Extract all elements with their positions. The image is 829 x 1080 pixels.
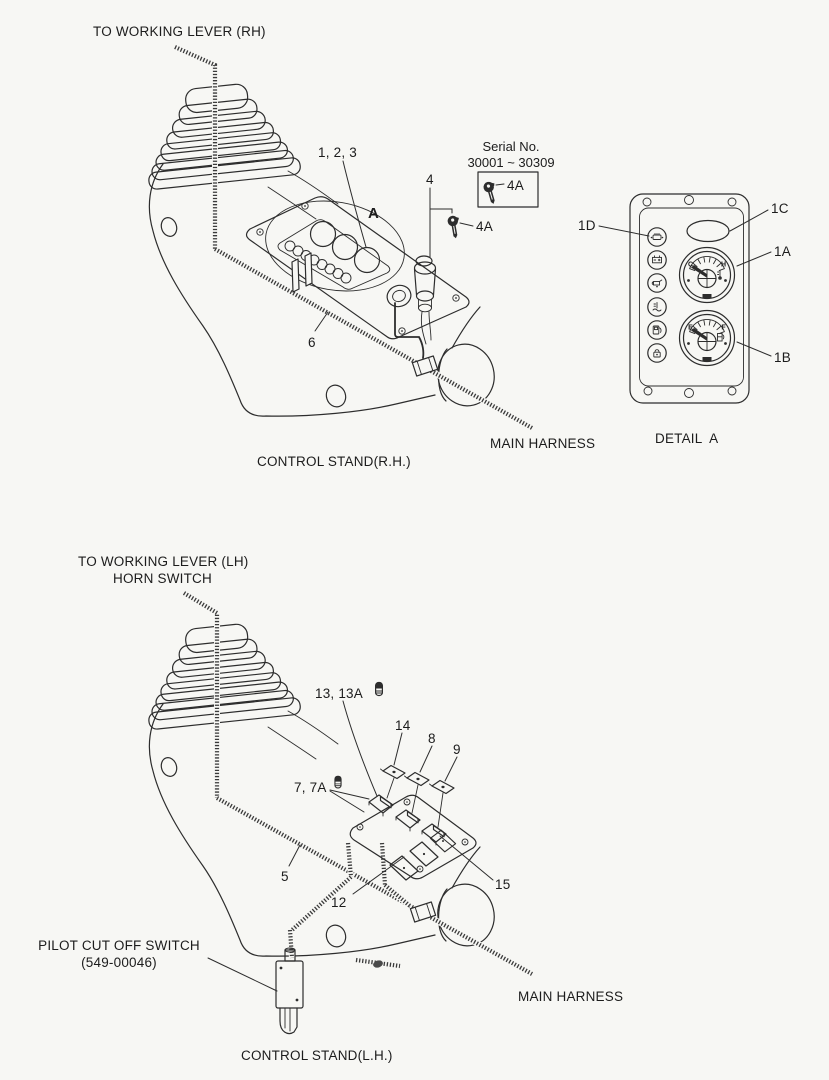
detail-a-caption: DETAIL A [655, 431, 719, 446]
gauge-top-left-char: C [687, 261, 694, 269]
fuel-level-icon [648, 321, 666, 339]
lh-callouts [38, 554, 623, 1063]
rh-caption: CONTROL STAND(R.H.) [257, 454, 411, 469]
panel-lamp-oval [687, 221, 729, 242]
cover-plate-14 [381, 766, 406, 779]
rh-lever-label: TO WORKING LEVER (RH) [93, 24, 266, 39]
rocker-switch-1 [369, 795, 393, 816]
lh-caption: CONTROL STAND(L.H.) [241, 1048, 393, 1063]
rh-control-stand [140, 79, 501, 417]
key-icon-loose [447, 215, 462, 239]
detail-marker-a: A [368, 205, 379, 222]
callout-12: 12 [331, 895, 347, 910]
callout-1b: 1B [774, 350, 791, 365]
serial-no-line2: 30001 ~ 30309 [467, 155, 555, 170]
serial-key-group [447, 139, 555, 239]
serial-no-line1: Serial No. [482, 139, 540, 154]
fuel-gauge [680, 311, 735, 366]
detail-a-section [578, 194, 791, 446]
callout-13-13a: 13, 13A [315, 686, 363, 701]
lh-harness [184, 593, 532, 974]
warning-lamp-column [648, 228, 666, 362]
switch-body-12b [410, 842, 438, 866]
callout-6: 6 [308, 335, 316, 350]
temp-gauge [680, 248, 735, 303]
callout-14: 14 [395, 718, 411, 733]
gauge-top-right-char: H [720, 261, 727, 269]
callout-9: 9 [453, 742, 461, 757]
callout-4a-boxed: 4A [507, 178, 524, 193]
rh-section [93, 24, 595, 469]
callout-1c: 1C [771, 201, 789, 216]
lh-main-harness-label: MAIN HARNESS [518, 989, 624, 1004]
switch-body-12a [390, 856, 418, 880]
pilot-switch-label-line2: (549-00046) [81, 955, 157, 970]
horn-button [384, 282, 413, 309]
engine-warning-icon [648, 228, 666, 246]
thermometer-icon [718, 271, 722, 280]
battery-charge-icon [648, 251, 666, 269]
callout-8: 8 [428, 731, 436, 746]
callout-15: 15 [495, 877, 511, 892]
cover-plate-8 [405, 773, 430, 786]
key-icon-boxed [482, 180, 500, 205]
fuel-pump-icon [718, 334, 724, 342]
bulb-7a [335, 776, 341, 788]
gauge-bottom-left-char: E [688, 324, 693, 332]
pilot-switch-label-line1: PILOT CUT OFF SWITCH [38, 938, 200, 953]
rh-main-harness-label: MAIN HARNESS [490, 436, 596, 451]
ignition-switch [415, 256, 436, 312]
callout-1d: 1D [578, 218, 596, 233]
cover-plate-9 [430, 781, 455, 794]
lh-lever-label-line1: TO WORKING LEVER (LH) [78, 554, 249, 569]
oil-pressure-icon [648, 274, 666, 292]
callout-4: 4 [426, 172, 434, 187]
detail-callouts [578, 201, 791, 446]
rocker-switch-2 [396, 810, 420, 831]
lever-holes [285, 222, 380, 284]
lock-icon [648, 344, 666, 362]
gauge-bottom-right-char: F [721, 324, 726, 332]
lh-section [38, 554, 623, 1063]
callout-5: 5 [281, 869, 289, 884]
pilot-cutoff-switch [276, 948, 303, 1034]
callout-1-2-3: 1, 2, 3 [318, 145, 357, 160]
callout-4a-loose: 4A [476, 219, 493, 234]
lh-lever-label-line2: HORN SWITCH [113, 571, 212, 586]
callout-1a: 1A [774, 244, 791, 259]
coolant-temp-icon [648, 298, 666, 316]
bulb-13a [376, 682, 383, 695]
callout-7-7a: 7, 7A [294, 780, 327, 795]
